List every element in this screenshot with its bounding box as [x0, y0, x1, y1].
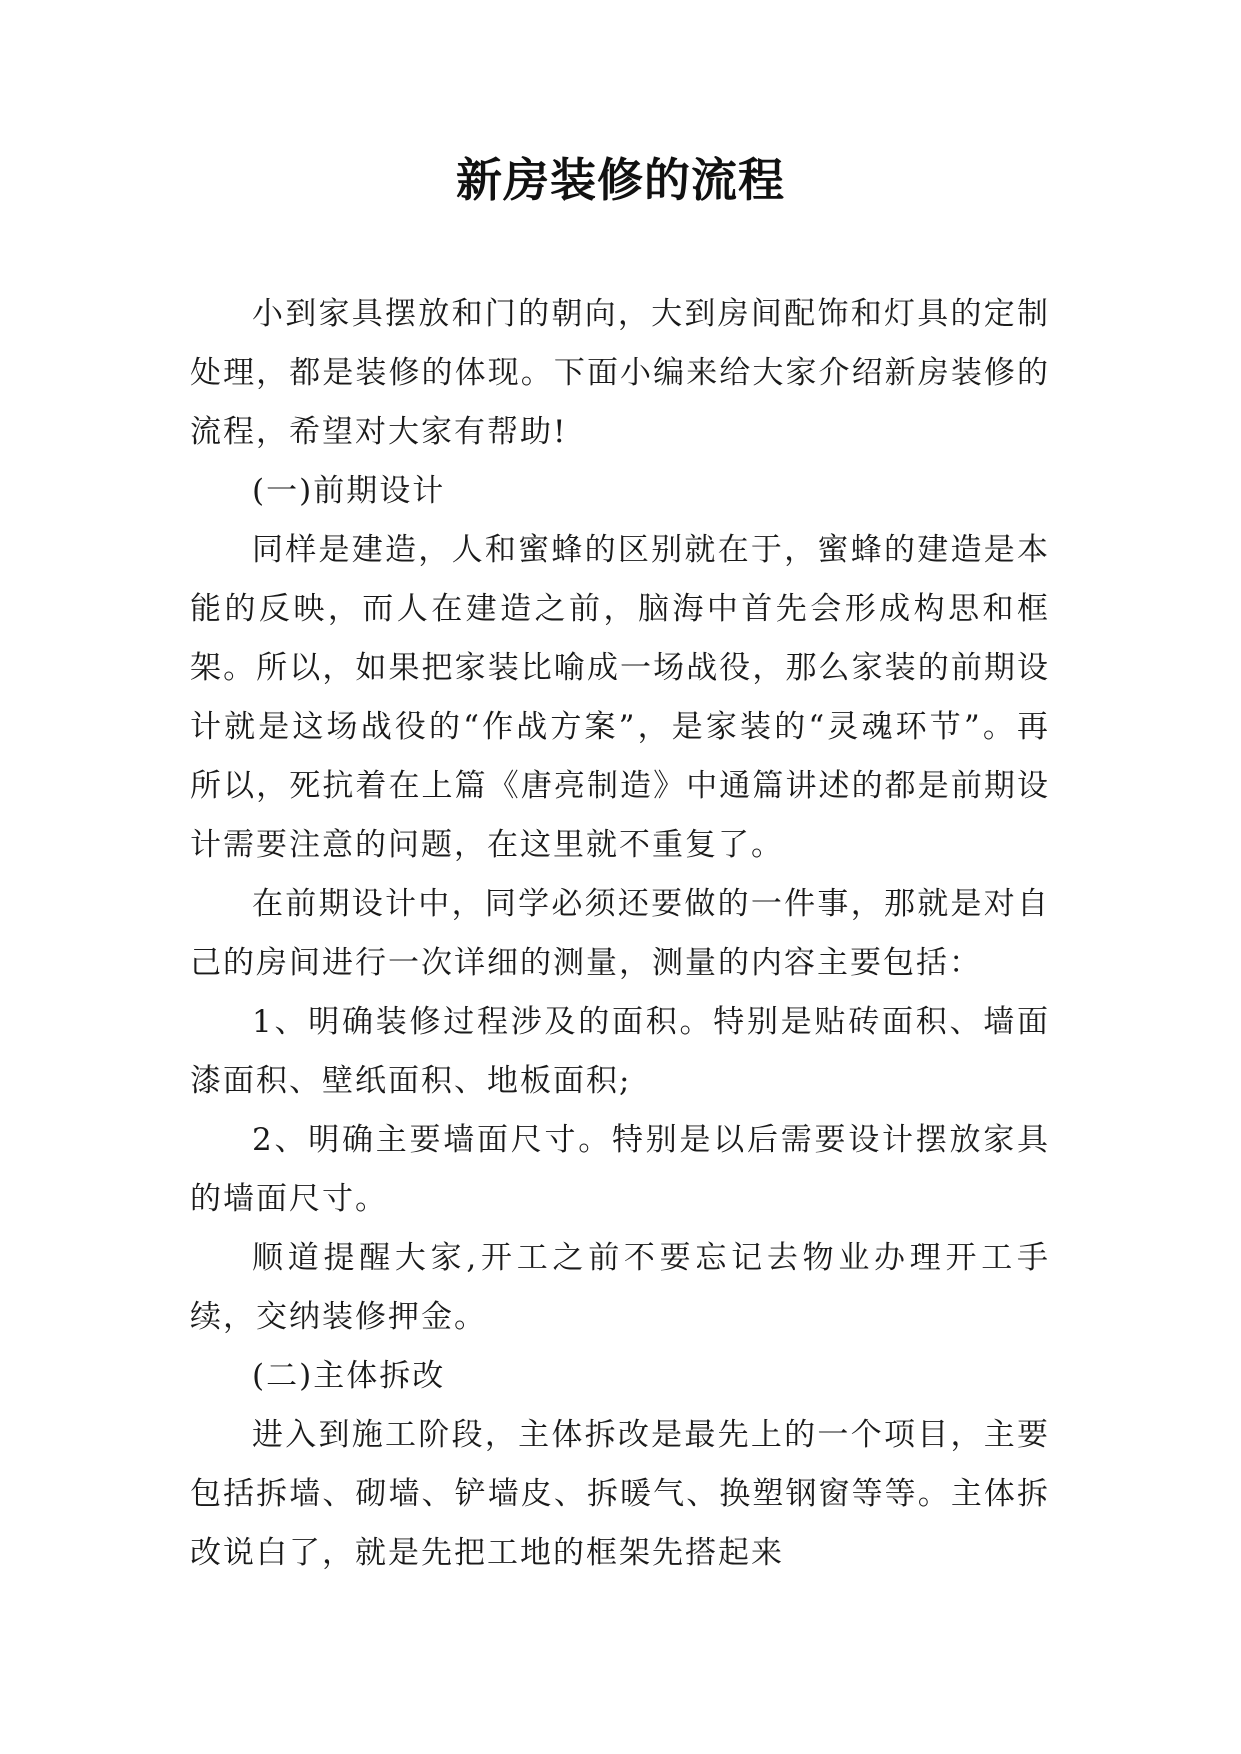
section-heading-design: (一)前期设计 [252, 473, 446, 509]
demolition-paragraph: 进入到施工阶段，主体拆改是最先上的一个项目，主要包括拆墙、砌墙、铲墙皮、拆暖气、换塑钢窗等等。主体拆改说白了，就是先把工地的框架先搭起来 [190, 1417, 1050, 1571]
design-paragraph: 同样是建造，人和蜜蜂的区别就在于，蜜蜂的建造是本能的反映，而人在建造之前，脑海中首先会形成构思和框架。所以，如果把家装比喻成一场战役，那么家装的前期设计就是这场战役的“作战方案”，是家装的“灵魂环节”。再所以，死抗着在上篇《唐亮制造》中通篇讲述的都是前期设计需要注意的问题，在这里就不重复了。 [190, 532, 1050, 863]
document-title: 新房装修的流程 [456, 153, 785, 207]
measurement-paragraph: 在前期设计中，同学必须还要做的一件事，那就是对自己的房间进行一次详细的测量，测量的内容主要包括： [190, 886, 1050, 981]
list-item-wall-size: 2、明确主要墙面尺寸。特别是以后需要设计摆放家具的墙面尺寸。 [190, 1122, 1050, 1217]
reminder-paragraph: 顺道提醒大家,开工之前不要忘记去物业办理开工手续，交纳装修押金。 [190, 1240, 1050, 1335]
document-body [190, 285, 1050, 1583]
intro-paragraph: 小到家具摆放和门的朝向，大到房间配饰和灯具的定制处理，都是装修的体现。下面小编来给大家介绍新房装修的流程，希望对大家有帮助! [190, 296, 1050, 450]
section-heading-demolition: (二)主体拆改 [252, 1358, 446, 1394]
list-item-area: 1、明确装修过程涉及的面积。特别是贴砖面积、墙面漆面积、壁纸面积、地板面积; [190, 1004, 1050, 1099]
